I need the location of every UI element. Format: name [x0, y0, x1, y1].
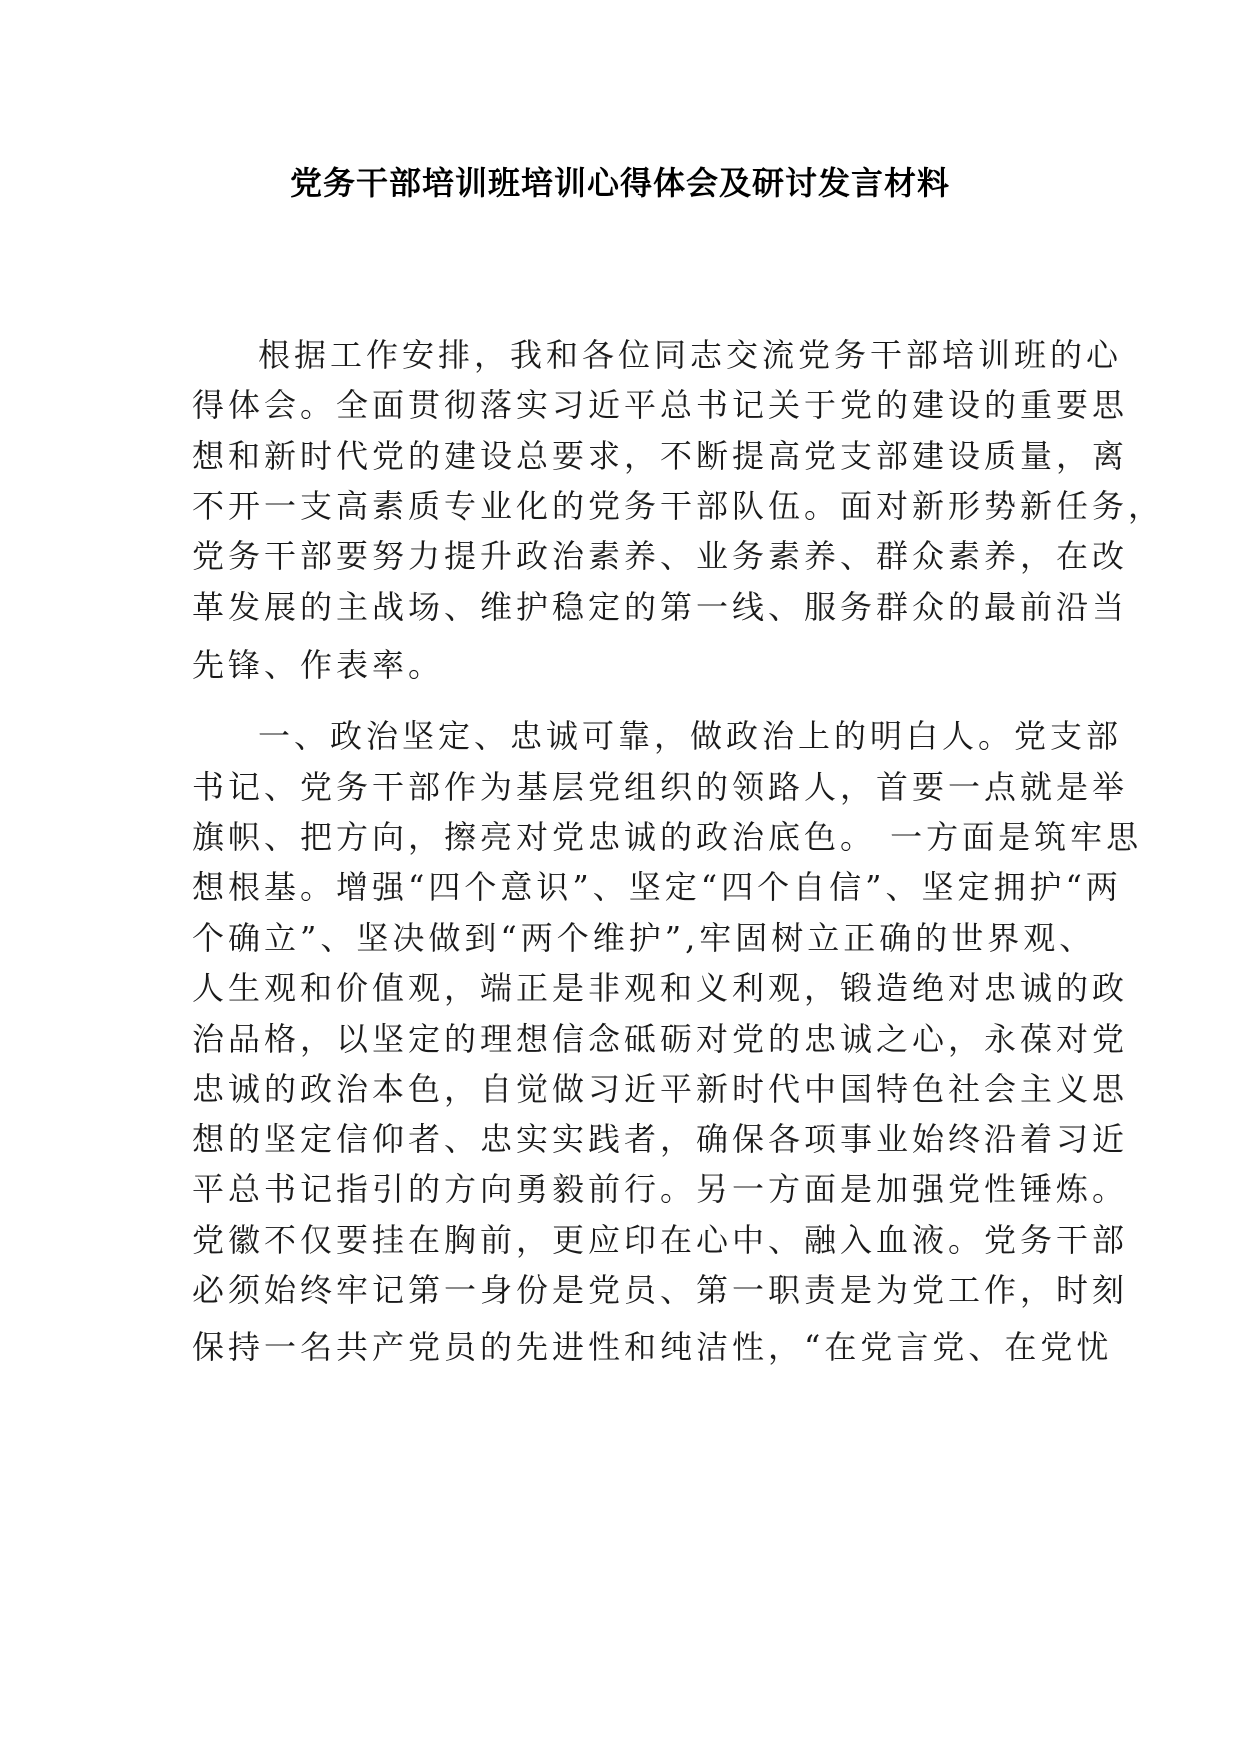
paragraph-2-line-5: 个确立”、坚决做到“两个维护”,牢固树立正确的世界观、	[192, 919, 1096, 957]
paragraph-1-line-7: 先锋、作表率。	[192, 646, 445, 684]
paragraph-2-line-4: 想根基。增强“四个意识”、坚定“四个自信”、坚定拥护“两	[192, 868, 1122, 906]
paragraph-2-line-3: 旗帜、把方向，擦亮对党忠诚的政治底色。 一方面是筑牢思	[192, 818, 1143, 856]
paragraph-2-line-9: 想的坚定信仰者、忠实实践者，确保各项事业始终沿着习近	[192, 1120, 1129, 1158]
paragraph-1-line-3: 想和新时代党的建设总要求，不断提高党支部建设质量，离	[192, 437, 1129, 475]
paragraph-1-line-5: 党务干部要努力提升政治素养、业务素养、群众素养，在改	[192, 537, 1129, 575]
paragraph-2-line-1: 一、政治坚定、忠诚可靠，做政治上的明白人。党支部	[258, 717, 1123, 755]
paragraph-2-line-10: 平总书记指引的方向勇毅前行。另一方面是加强党性锤炼。	[192, 1170, 1129, 1208]
paragraph-2-line-13: 保持一名共产党员的先进性和纯洁性，“在党言党、在党忧	[192, 1328, 1113, 1366]
paragraph-1-line-4: 不开一支高素质专业化的党务干部队伍。面对新形势新任务，	[192, 487, 1165, 525]
paragraph-2-line-8: 忠诚的政治本色，自觉做习近平新时代中国特色社会主义思	[192, 1070, 1129, 1108]
paragraph-1-line-1: 根据工作安排，我和各位同志交流党务干部培训班的心	[258, 336, 1123, 374]
paragraph-2-line-11: 党徽不仅要挂在胸前，更应印在心中、融入血液。党务干部	[192, 1221, 1129, 1259]
document-title: 党务干部培训班培训心得体会及研讨发言材料	[289, 164, 950, 202]
paragraph-1-line-6: 革发展的主战场、维护稳定的第一线、服务群众的最前沿当	[192, 588, 1129, 626]
paragraph-2-line-12: 必须始终牢记第一身份是党员、第一职责是为党工作，时刻	[192, 1271, 1129, 1309]
paragraph-1-line-2: 得体会。全面贯彻落实习近平总书记关于党的建设的重要思	[192, 386, 1129, 424]
paragraph-2-line-6: 人生观和价值观，端正是非观和义利观，锻造绝对忠诚的政	[192, 969, 1129, 1007]
paragraph-2-line-2: 书记、党务干部作为基层党组织的领路人，首要一点就是举	[192, 768, 1129, 806]
paragraph-2-line-7: 治品格，以坚定的理想信念砥砺对党的忠诚之心，永葆对党	[192, 1020, 1129, 1058]
